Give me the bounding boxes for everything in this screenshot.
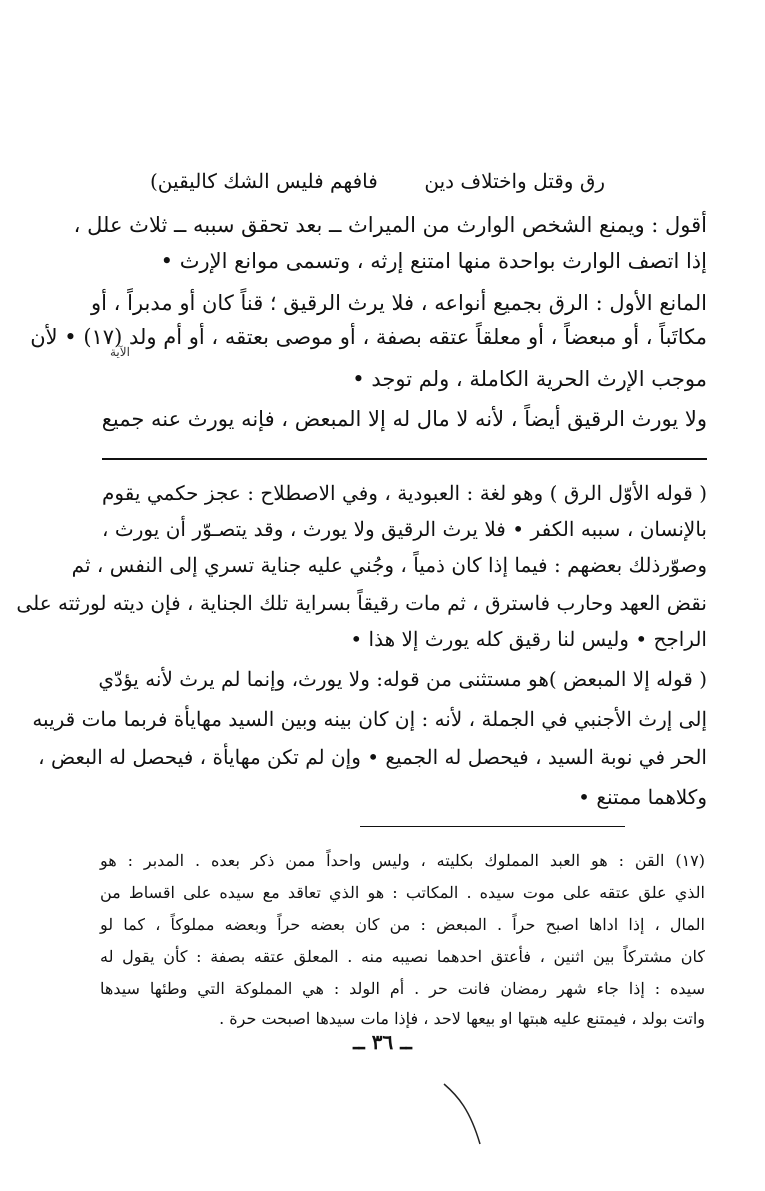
main-text-line: إذا اتصف الوارث بواحدة منها امتنع إرثه ، وتسمى موانع الإرث • xyxy=(160,249,707,273)
handwritten-margin-note: الآية xyxy=(110,345,130,359)
commentary-line: الحر في نوبة السيد ، فيحصل له الجميع • وإن لم تكن مهايأة ، فيحصل له البعض ، xyxy=(38,745,707,769)
main-text-line: مكاتَباً ، أو مبعضاً ، أو معلقاً عتقه بصفة ، أو موصى بعتقه ، أو أم ولد (١٧) • لأن xyxy=(30,325,707,349)
commentary-line: نقض العهد وحارب فاسترق ، ثم مات رقيقاً بسراية تلك الجناية ، فإن ديته لورثته على xyxy=(16,591,707,615)
main-text-line: المانع الأول : الرق بجميع أنواعه ، فلا يرث الرقيق ؛ قناً كان أو مدبراً ، أو xyxy=(91,291,707,315)
main-text-line: ولا يورث الرقيق أيضاً ، لأنه لا مال له إلا المبعض ، فإنه يورث عنه جميع xyxy=(101,407,707,431)
commentary-line: وصوّرذلك بعضهم : فيما إذا كان ذمياً ، وجُني عليه جناية تسري إلى النفس ، ثم xyxy=(71,553,707,577)
footnote-line: الذي علق عتقه على موت سيده . المكاتب : هو الذي تعاقد مع سيده على اقساط من xyxy=(100,883,705,902)
commentary-line: الراجح • وليس لنا رقيق كله يورث إلا هذا • xyxy=(350,627,707,651)
footnote-line: كان مشتركاً بين اثنين ، فأعتق احدهما نصيبه منه . المعلق عتقه بصفة : كأن يقول له xyxy=(100,947,705,966)
commentary-line: ( قوله إلا المبعض )هو مستثنى من قوله: ولا يورث، وإنما لم يرث لأنه يؤدّي xyxy=(98,667,707,691)
footnote-separator xyxy=(360,826,625,827)
commentary-line: إلى إرث الأجنبي في الجملة ، لأنه : إن كان بينه وبين السيد مهايأة فربما مات قريبه xyxy=(32,707,707,731)
pen-stroke-mark xyxy=(440,1080,500,1150)
main-text-line: موجب الإرث الحرية الكاملة ، ولم توجد • xyxy=(352,367,707,391)
footnote-line: واتت بولد ، فيمتنع عليه هبتها او بيعها لاحد ، فإذا مات سيدها اصبحت حرة . xyxy=(219,1009,705,1028)
commentary-line: وكلاهما ممتنع • xyxy=(578,785,707,809)
footnote-line: سيده : إذا جاء شهر رمضان فانت حر . أم الولد : هي المملوكة التي وطئها سيدها xyxy=(100,979,705,998)
verse-right-hemistich: رق وقتل واختلاف دين xyxy=(424,169,605,193)
verse-left-hemistich: فافهم فليس الشك كاليقين) xyxy=(150,169,378,193)
main-text-line: أقول : ويمنع الشخص الوارث من الميراث ــ بعد تحقق سببه ــ ثلاث علل ، xyxy=(73,213,707,237)
commentary-line: ( قوله الأوّل الرق ) وهو لغة : العبودية ، وفي الاصطلاح : عجز حكمي يقوم xyxy=(102,481,707,505)
footnote-line: (١٧) القن : هو العبد المملوك بكليته ، وليس واحداً ممن ذكر بعده . المدبر : هو xyxy=(100,851,705,870)
poem-verse xyxy=(150,166,605,196)
separator-rule xyxy=(102,458,707,460)
commentary-line: بالإنسان ، سببه الكفر • فلا يرث الرقيق ولا يورث ، وقد يتصـوّر أن يورث ، xyxy=(102,517,707,541)
footnote-line: المال ، إذا اداها اصبح حراً . المبعض : من كان بعضه حراً وبعضه مملوكاً ، كما لو xyxy=(100,915,705,934)
page-number: ــ ٣٦ ــ xyxy=(353,1030,412,1054)
